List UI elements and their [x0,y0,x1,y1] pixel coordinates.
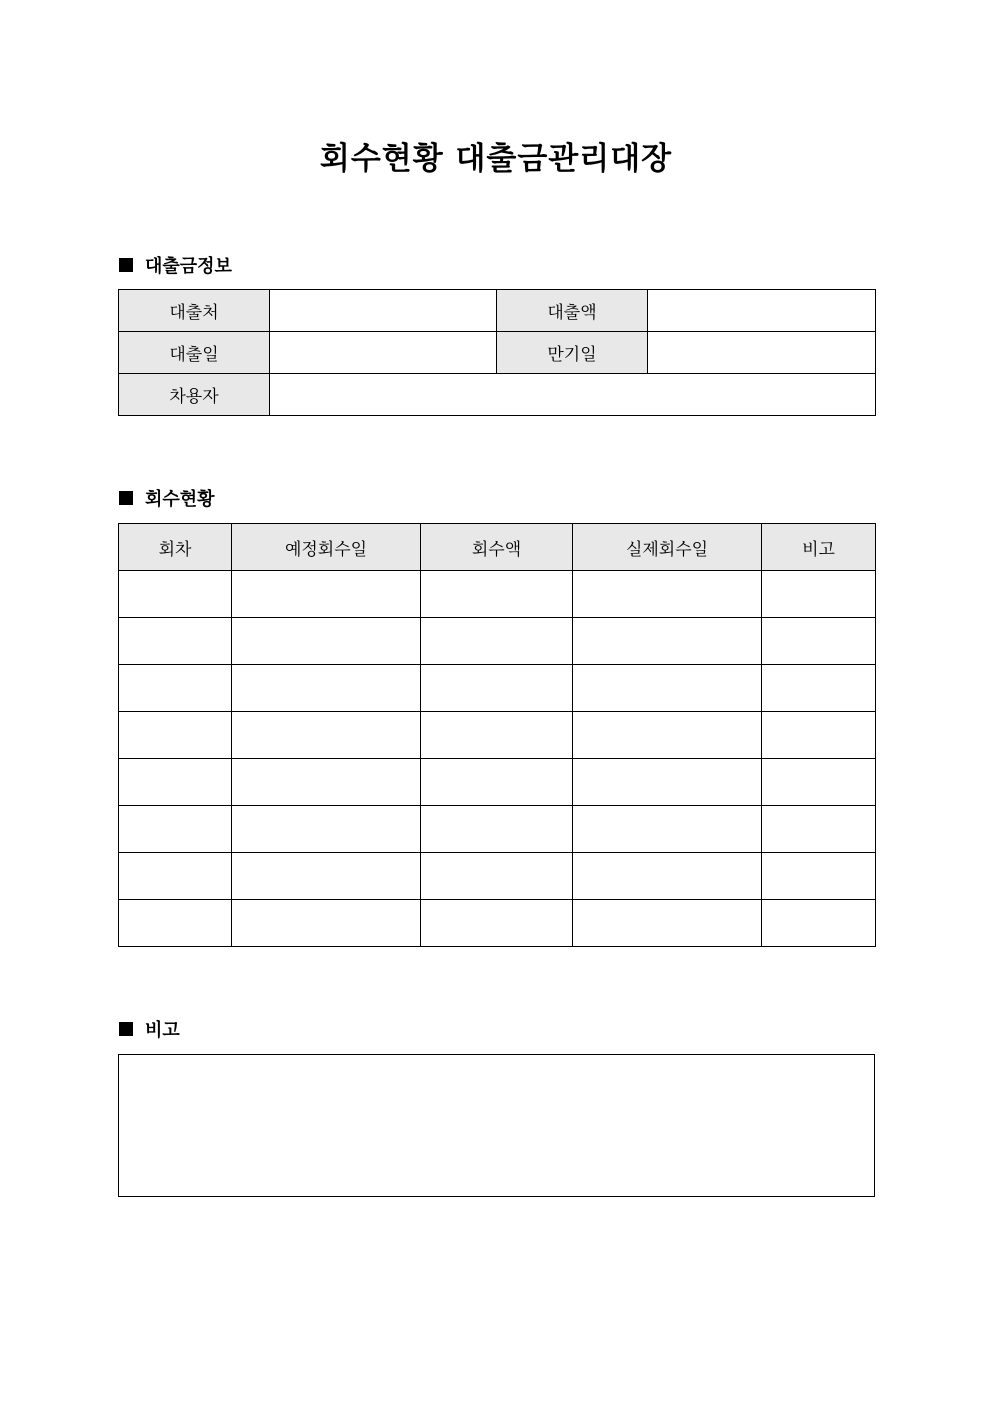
table-cell[interactable] [119,618,232,665]
label-lender: 대출처 [119,290,270,332]
table-cell[interactable] [421,618,573,665]
field-lender[interactable] [270,290,497,332]
table-cell[interactable] [421,571,573,618]
table-cell[interactable] [573,900,762,947]
table-cell[interactable] [573,665,762,712]
table-row [119,900,876,947]
square-bullet-icon [119,491,133,505]
table-cell[interactable] [232,571,421,618]
table-cell[interactable] [421,853,573,900]
table-row [119,571,876,618]
table-cell[interactable] [573,571,762,618]
field-borrower[interactable] [270,374,876,416]
square-bullet-icon [119,1022,133,1036]
column-header-round: 회차 [119,524,232,571]
table-row [119,290,876,332]
table-cell[interactable] [762,618,876,665]
column-header-scheduled-date: 예정회수일 [232,524,421,571]
table-cell[interactable] [762,806,876,853]
section-heading-loan-info [119,253,232,277]
table-cell[interactable] [762,759,876,806]
table-cell[interactable] [573,853,762,900]
table-cell[interactable] [119,665,232,712]
table-cell[interactable] [119,712,232,759]
table-cell[interactable] [232,759,421,806]
table-cell[interactable] [119,900,232,947]
table-row [119,806,876,853]
table-cell[interactable] [119,853,232,900]
table-row [119,374,876,416]
table-cell[interactable] [573,806,762,853]
table-cell[interactable] [119,571,232,618]
table-cell[interactable] [421,665,573,712]
field-due-date[interactable] [648,332,876,374]
section-heading-remarks [119,1017,180,1041]
remarks-box[interactable] [118,1054,875,1197]
table-cell[interactable] [421,712,573,759]
table-cell[interactable] [232,665,421,712]
section-heading-label: 대출금정보 [145,256,232,277]
table-cell[interactable] [573,712,762,759]
label-loan-date: 대출일 [119,332,270,374]
recovery-status-table [118,523,876,947]
loan-info-table [118,289,876,416]
table-cell[interactable] [119,759,232,806]
table-cell[interactable] [232,618,421,665]
table-cell[interactable] [573,618,762,665]
square-bullet-icon [119,258,133,272]
table-cell[interactable] [421,900,573,947]
table-header-row [119,524,876,571]
table-row [119,759,876,806]
table-row [119,712,876,759]
table-row [119,618,876,665]
table-cell[interactable] [762,571,876,618]
table-cell[interactable] [232,853,421,900]
table-row [119,665,876,712]
table-cell[interactable] [421,759,573,806]
column-header-note: 비고 [762,524,876,571]
table-cell[interactable] [762,853,876,900]
table-cell[interactable] [232,900,421,947]
section-heading-label: 회수현황 [145,489,215,510]
table-cell[interactable] [421,806,573,853]
table-cell[interactable] [119,806,232,853]
page-title: 회수현황 대출금관리대장 [319,141,673,177]
table-cell[interactable] [762,900,876,947]
table-cell[interactable] [762,665,876,712]
section-heading-label: 비고 [145,1020,180,1041]
field-loan-date[interactable] [270,332,497,374]
table-row [119,853,876,900]
label-borrower: 차용자 [119,374,270,416]
section-heading-recovery [119,486,215,510]
table-cell[interactable] [232,806,421,853]
label-amount: 대출액 [497,290,648,332]
field-amount[interactable] [648,290,876,332]
column-header-recovered-amount: 회수액 [421,524,573,571]
label-due-date: 만기일 [497,332,648,374]
table-row [119,332,876,374]
column-header-actual-date: 실제회수일 [573,524,762,571]
table-cell[interactable] [573,759,762,806]
table-cell[interactable] [232,712,421,759]
table-cell[interactable] [762,712,876,759]
